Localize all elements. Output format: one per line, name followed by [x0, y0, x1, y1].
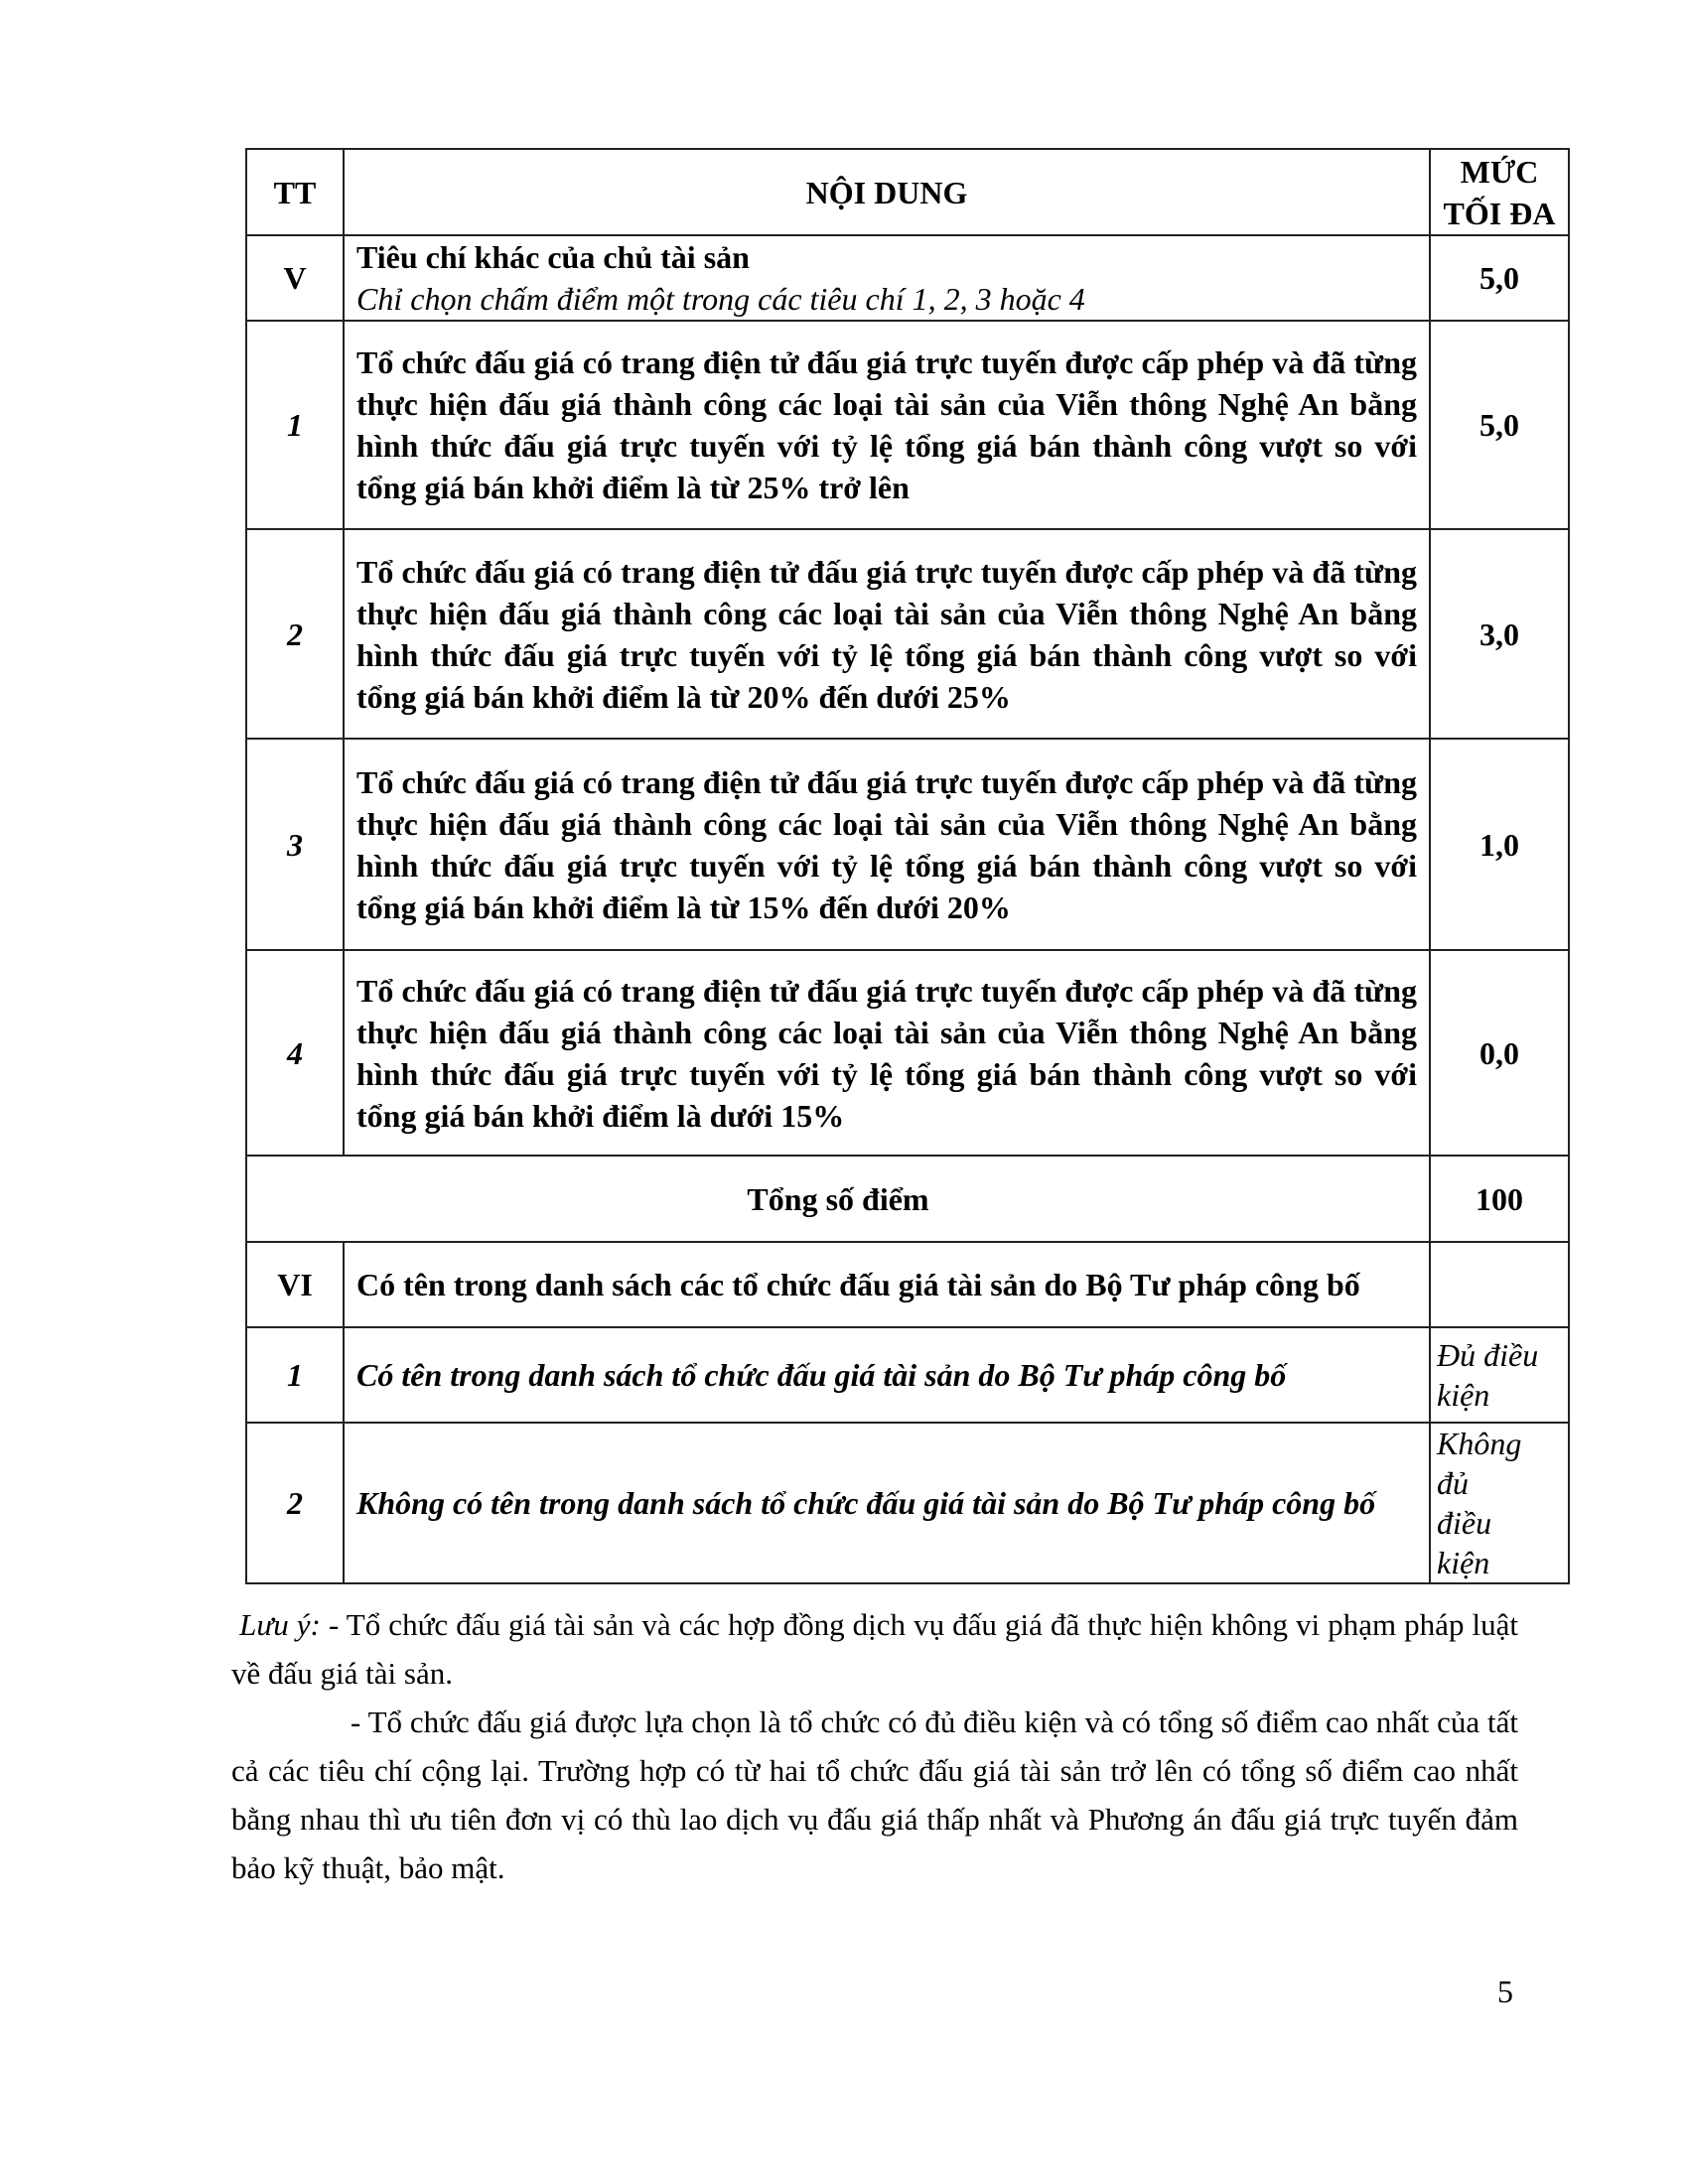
row-number: 1 [246, 321, 344, 529]
row-content: Không có tên trong danh sách tổ chức đấu giá tài sản do Bộ Tư pháp công bố [344, 1423, 1430, 1583]
section-number: VI [246, 1242, 344, 1327]
note-1: Lưu ý: - Tổ chức đấu giá tài sản và các hợp đồng dịch vụ đấu giá đã thực hiện không vi phạm pháp luật về đấu giá tài sản. [231, 1607, 1518, 1691]
section-title: Có tên trong danh sách các tổ chức đấu giá tài sản do Bộ Tư pháp công bố [344, 1242, 1430, 1327]
table-row [246, 1423, 1569, 1583]
table-row [246, 739, 1569, 950]
section-v-row [246, 235, 1569, 321]
table-header-row [246, 149, 1569, 235]
row-max: 3,0 [1430, 529, 1569, 739]
table-row [246, 321, 1569, 529]
row-max: Không đủ điều kiện [1430, 1423, 1569, 1583]
row-content: Có tên trong danh sách tổ chức đấu giá tài sản do Bộ Tư pháp công bố [344, 1327, 1430, 1423]
table-row [246, 950, 1569, 1156]
section-max: 5,0 [1430, 235, 1569, 321]
row-number: 4 [246, 950, 344, 1156]
row-number: 1 [246, 1327, 344, 1423]
total-value: 100 [1430, 1156, 1569, 1242]
note-2: - Tổ chức đấu giá được lựa chọn là tổ chức có đủ điều kiện và có tổng số điểm cao nhất của tất cả các tiêu chí cộng lại. Trường hợp có từ hai tổ chức đấu giá tài sản trở lên có tổng số điểm cao nhất bằng nhau thì ưu tiên đơn vị có thù lao dịch vụ đấu giá thấp nhất và Phương án đấu giá trực tuyến đảm bảo kỹ thuật, bảo mật. [231, 1705, 1518, 1885]
page-number: 5 [1497, 1974, 1513, 2009]
row-content: Tổ chức đấu giá có trang điện tử đấu giá trực tuyến được cấp phép và đã từng thực hiện đấu giá thành công các loại tài sản của Viễn thông Nghệ An bằng hình thức đấu giá trực tuyến với tỷ lệ tổng giá bán thành công vượt so với tổng giá bán khởi điểm là từ 20% đến dưới 25% [344, 529, 1430, 739]
section-vi-row [246, 1242, 1569, 1327]
notes [231, 1600, 1518, 1892]
section-number: V [246, 235, 344, 321]
row-content: Tổ chức đấu giá có trang điện tử đấu giá trực tuyến được cấp phép và đã từng thực hiện đấu giá thành công các loại tài sản của Viễn thông Nghệ An bằng hình thức đấu giá trực tuyến với tỷ lệ tổng giá bán thành công vượt so với tổng giá bán khởi điểm là dưới 15% [344, 950, 1430, 1156]
table-row [246, 529, 1569, 739]
row-number: 2 [246, 529, 344, 739]
section-title: Tiêu chí khác của chủ tài sản Chỉ chọn chấm điểm một trong các tiêu chí 1, 2, 3 hoặc 4 [344, 235, 1430, 321]
header-tt: TT [246, 149, 344, 235]
total-row [246, 1156, 1569, 1242]
row-max: 1,0 [1430, 739, 1569, 950]
row-number: 2 [246, 1423, 344, 1583]
row-max: 0,0 [1430, 950, 1569, 1156]
row-number: 3 [246, 739, 344, 950]
row-content: Tổ chức đấu giá có trang điện tử đấu giá trực tuyến được cấp phép và đã từng thực hiện đấu giá thành công các loại tài sản của Viễn thông Nghệ An bằng hình thức đấu giá trực tuyến với tỷ lệ tổng giá bán thành công vượt so với tổng giá bán khởi điểm là từ 25% trở lên [344, 321, 1430, 529]
header-content: NỘI DUNG [344, 149, 1430, 235]
section-max [1430, 1242, 1569, 1327]
table-row [246, 1327, 1569, 1423]
total-label: Tổng số điểm [246, 1156, 1430, 1242]
row-max: Đủ điều kiện [1430, 1327, 1569, 1423]
row-max: 5,0 [1430, 321, 1569, 529]
criteria-table [245, 148, 1570, 1584]
notes-label: Lưu ý: [239, 1607, 321, 1642]
header-max: MỨC TỐI ĐA [1430, 149, 1569, 235]
row-content: Tổ chức đấu giá có trang điện tử đấu giá trực tuyến được cấp phép và đã từng thực hiện đấu giá thành công các loại tài sản của Viễn thông Nghệ An bằng hình thức đấu giá trực tuyến với tỷ lệ tổng giá bán thành công vượt so với tổng giá bán khởi điểm là từ 15% đến dưới 20% [344, 739, 1430, 950]
